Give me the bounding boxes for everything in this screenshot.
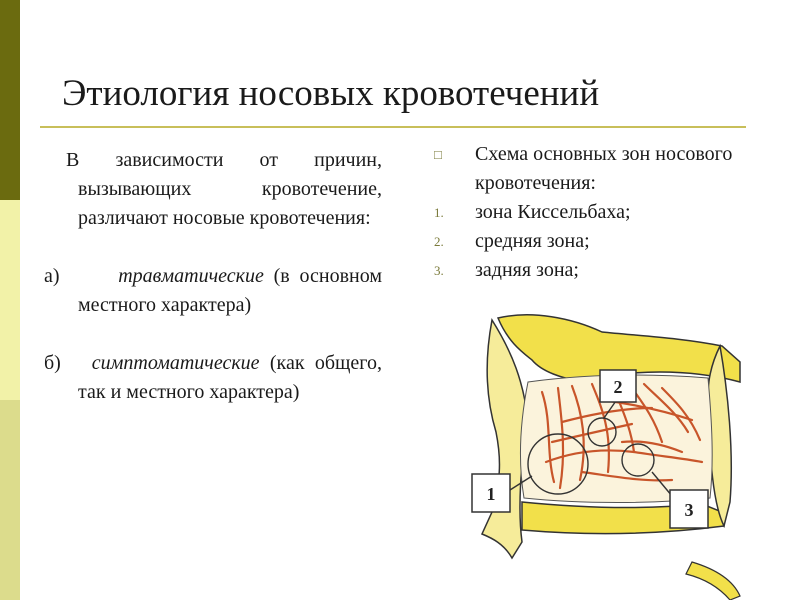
sidebar-stripe-bottom xyxy=(0,400,20,600)
zone-label-3: 3 xyxy=(684,500,694,520)
item-marker: б) xyxy=(44,352,61,374)
slide-title: Этиология носовых кровотечений xyxy=(62,73,600,114)
zone-label-2: 2 xyxy=(613,377,623,397)
nasal-zones-diagram xyxy=(462,312,742,600)
right-text-block xyxy=(434,140,754,285)
zone-number: 2. xyxy=(434,234,444,249)
item-term: симптоматические xyxy=(91,352,260,374)
sidebar-stripe-top xyxy=(0,0,20,200)
cause-item-traumatic xyxy=(44,262,382,320)
title-divider xyxy=(40,126,746,128)
bullet-icon: □ xyxy=(434,147,442,162)
zones-heading-text: Схема основных зон носового кровотечения: xyxy=(475,143,733,194)
left-text-block xyxy=(44,146,382,407)
sidebar-stripe-middle xyxy=(0,200,20,400)
zone-label-1: 1 xyxy=(486,484,496,504)
zone-number: 3. xyxy=(434,263,444,278)
zone-number: 1. xyxy=(434,205,444,220)
zone-item xyxy=(434,256,754,285)
zones-heading xyxy=(434,140,754,198)
zone-text: задняя зона; xyxy=(475,259,579,281)
cause-item-symptomatic xyxy=(44,349,382,407)
item-rest: (в основном местного характера) xyxy=(78,265,383,316)
zone-item xyxy=(434,198,754,227)
item-rest: (как общего, так и местного характера) xyxy=(78,352,383,403)
item-term: травматические xyxy=(118,265,264,287)
intro-paragraph: В зависимости от причин, вызывающих кровотечение, различают носовые кровотечения: xyxy=(66,149,382,229)
zone-text: зона Киссельбаха; xyxy=(475,201,631,223)
zone-text: средняя зона; xyxy=(475,230,590,252)
item-marker: а) xyxy=(44,265,60,287)
zone-item xyxy=(434,227,754,256)
